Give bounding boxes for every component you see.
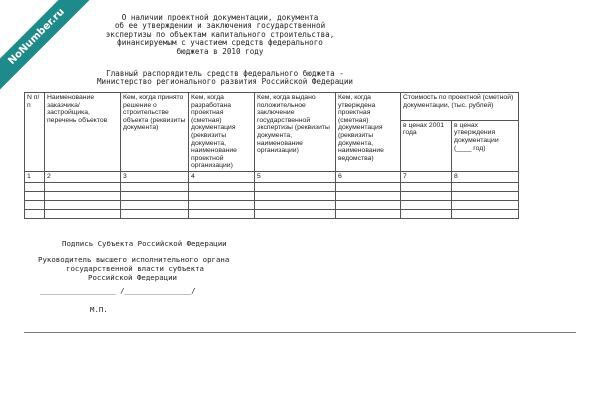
signature-authority-label: государственной власти субъекта	[66, 264, 204, 273]
signature-line: _________________ /_______________/	[40, 286, 196, 295]
table-row	[25, 182, 519, 191]
title-line: экспертизы по объектам капитального строительства,	[105, 29, 335, 39]
table-row	[25, 191, 519, 200]
signature-head-label: Руководитель высшего исполнительного органа	[38, 255, 230, 264]
subtitle-line: Министерство регионального развития Российской Федерации	[96, 77, 354, 87]
table-header-row	[25, 93, 519, 121]
column-number: 4	[189, 171, 255, 182]
column-number: 7	[401, 171, 452, 182]
column-number-row	[25, 171, 519, 182]
signature-federation-label: Российской Федерации	[88, 273, 177, 282]
subtitle-line: Главный распорядитель средств федерального бюджета -	[106, 69, 344, 78]
title-line: финансируемым с участием средств федерального	[117, 38, 323, 48]
header-cell: Стоимость по проектной (сметной) документации, (тыс. рублей)	[401, 93, 519, 121]
column-number: 2	[45, 171, 121, 182]
table-row	[25, 200, 519, 209]
header-cell: Кем, когда принято решение о строительстве объекта (реквизиты документа)	[121, 93, 189, 172]
documentation-table	[24, 92, 519, 219]
document-title	[60, 14, 380, 56]
header-cell: в ценах 2001 года	[401, 120, 452, 171]
header-cell: Кем, когда выдано положительное заключение государственной экспертизы (реквизиты документа, наименование организации)	[255, 93, 336, 172]
column-number: 6	[336, 171, 401, 182]
column-number: 1	[25, 171, 45, 182]
column-number: 8	[452, 171, 519, 182]
header-cell: Кем, когда утверждена проектная (сметная) документация (реквизиты документа, наименование ведомства)	[336, 93, 401, 172]
title-line: О наличии проектной документации, документа	[121, 13, 319, 22]
header-cell: Наименование заказчика/ застройщика, перечень объектов	[45, 93, 121, 172]
column-number: 3	[121, 171, 189, 182]
header-cell: N п/п	[25, 93, 45, 172]
header-cell: Кем, когда разработана проектная (сметная) документация (реквизиты документа, наименование проектной организации)	[189, 93, 255, 172]
title-line: бюджета в 2010 году	[176, 46, 264, 56]
stamp-place-label: М.П.	[90, 305, 108, 314]
column-number: 5	[255, 171, 336, 182]
header-cell: в ценах утверждения документации (____ год)	[452, 120, 519, 171]
table-row	[25, 209, 519, 218]
signature-subject-label: Подпись Субъекта Российской Федерации	[62, 239, 227, 248]
bottom-divider	[24, 332, 576, 333]
document-subtitle	[60, 70, 390, 87]
watermark-ribbon: NoNumber.ru	[0, 0, 98, 98]
title-line: об ее утверждении и заключения государственной	[114, 21, 326, 31]
